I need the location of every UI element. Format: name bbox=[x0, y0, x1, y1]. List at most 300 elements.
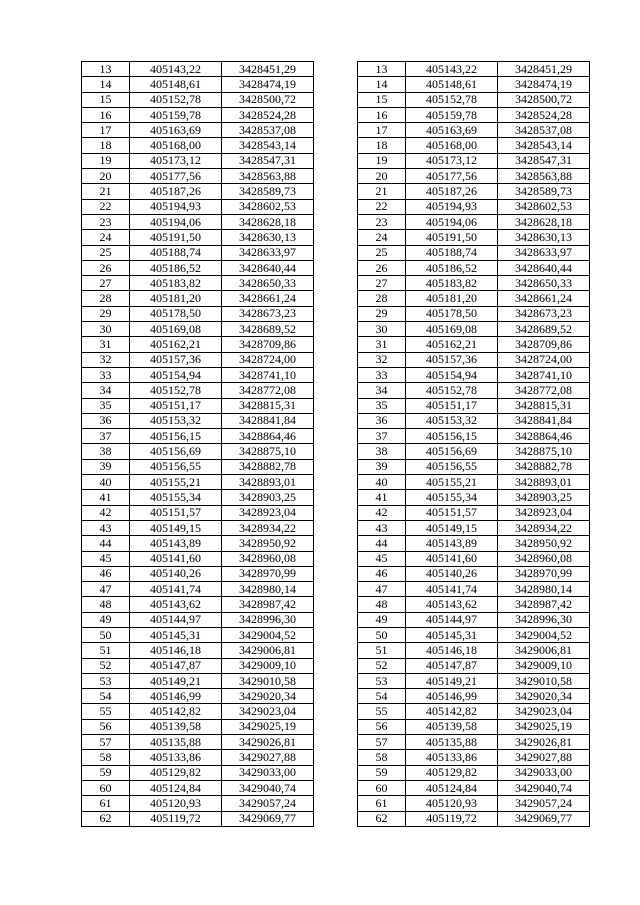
left-x-coordinate-cell: 405191,50 bbox=[130, 230, 222, 245]
left-point-number-cell: 41 bbox=[82, 490, 130, 505]
left-x-coordinate-cell: 405152,78 bbox=[130, 92, 222, 107]
column-spacer bbox=[314, 245, 358, 260]
right-y-coordinate-cell: 3428864,46 bbox=[498, 429, 590, 444]
right-point-number-cell: 18 bbox=[358, 138, 406, 153]
left-y-coordinate-cell: 3429040,74 bbox=[222, 780, 314, 795]
table-row bbox=[82, 811, 590, 826]
left-x-coordinate-cell: 405139,58 bbox=[130, 719, 222, 734]
left-x-coordinate-cell: 405194,06 bbox=[130, 214, 222, 229]
right-x-coordinate-cell: 405133,86 bbox=[406, 750, 498, 765]
left-point-number-cell: 58 bbox=[82, 750, 130, 765]
right-x-coordinate-cell: 405143,62 bbox=[406, 597, 498, 612]
right-x-coordinate-cell: 405155,21 bbox=[406, 475, 498, 490]
right-y-coordinate-cell: 3428893,01 bbox=[498, 475, 590, 490]
right-point-number-cell: 26 bbox=[358, 260, 406, 275]
left-point-number-cell: 40 bbox=[82, 475, 130, 490]
left-y-coordinate-cell: 3428741,10 bbox=[222, 367, 314, 382]
left-x-coordinate-cell: 405169,08 bbox=[130, 322, 222, 337]
right-x-coordinate-cell: 405143,89 bbox=[406, 536, 498, 551]
left-y-coordinate-cell: 3428633,97 bbox=[222, 245, 314, 260]
table-row bbox=[82, 153, 590, 168]
column-spacer bbox=[314, 199, 358, 214]
table-row bbox=[82, 566, 590, 581]
left-x-coordinate-cell: 405148,61 bbox=[130, 77, 222, 92]
right-x-coordinate-cell: 405152,78 bbox=[406, 92, 498, 107]
left-y-coordinate-cell: 3429057,24 bbox=[222, 796, 314, 811]
left-point-number-cell: 13 bbox=[82, 62, 130, 77]
column-spacer bbox=[314, 627, 358, 642]
right-point-number-cell: 58 bbox=[358, 750, 406, 765]
left-x-coordinate-cell: 405120,93 bbox=[130, 796, 222, 811]
left-x-coordinate-cell: 405141,74 bbox=[130, 582, 222, 597]
left-x-coordinate-cell: 405186,52 bbox=[130, 260, 222, 275]
table-row bbox=[82, 597, 590, 612]
right-x-coordinate-cell: 405144,97 bbox=[406, 612, 498, 627]
right-y-coordinate-cell: 3429004,52 bbox=[498, 627, 590, 642]
left-y-coordinate-cell: 3428543,14 bbox=[222, 138, 314, 153]
left-x-coordinate-cell: 405143,22 bbox=[130, 62, 222, 77]
right-x-coordinate-cell: 405156,55 bbox=[406, 459, 498, 474]
right-x-coordinate-cell: 405119,72 bbox=[406, 811, 498, 826]
left-x-coordinate-cell: 405135,88 bbox=[130, 735, 222, 750]
right-y-coordinate-cell: 3428950,92 bbox=[498, 536, 590, 551]
right-x-coordinate-cell: 405129,82 bbox=[406, 765, 498, 780]
column-spacer bbox=[314, 704, 358, 719]
table-row bbox=[82, 184, 590, 199]
table-row bbox=[82, 643, 590, 658]
right-point-number-cell: 53 bbox=[358, 673, 406, 688]
left-point-number-cell: 46 bbox=[82, 566, 130, 581]
left-x-coordinate-cell: 405141,60 bbox=[130, 551, 222, 566]
left-point-number-cell: 34 bbox=[82, 383, 130, 398]
right-point-number-cell: 25 bbox=[358, 245, 406, 260]
right-y-coordinate-cell: 3428661,24 bbox=[498, 291, 590, 306]
table-row bbox=[82, 429, 590, 444]
left-x-coordinate-cell: 405133,86 bbox=[130, 750, 222, 765]
right-point-number-cell: 34 bbox=[358, 383, 406, 398]
left-y-coordinate-cell: 3428875,10 bbox=[222, 444, 314, 459]
left-y-coordinate-cell: 3429025,19 bbox=[222, 719, 314, 734]
right-x-coordinate-cell: 405141,60 bbox=[406, 551, 498, 566]
left-x-coordinate-cell: 405146,18 bbox=[130, 643, 222, 658]
left-x-coordinate-cell: 405151,17 bbox=[130, 398, 222, 413]
left-x-coordinate-cell: 405194,93 bbox=[130, 199, 222, 214]
left-point-number-cell: 61 bbox=[82, 796, 130, 811]
table-row bbox=[82, 735, 590, 750]
right-x-coordinate-cell: 405187,26 bbox=[406, 184, 498, 199]
right-point-number-cell: 31 bbox=[358, 337, 406, 352]
left-point-number-cell: 25 bbox=[82, 245, 130, 260]
right-x-coordinate-cell: 405177,56 bbox=[406, 169, 498, 184]
right-x-coordinate-cell: 405140,26 bbox=[406, 566, 498, 581]
left-point-number-cell: 60 bbox=[82, 780, 130, 795]
left-y-coordinate-cell: 3428893,01 bbox=[222, 475, 314, 490]
right-point-number-cell: 44 bbox=[358, 536, 406, 551]
column-spacer bbox=[314, 444, 358, 459]
right-y-coordinate-cell: 3429026,81 bbox=[498, 735, 590, 750]
left-y-coordinate-cell: 3428661,24 bbox=[222, 291, 314, 306]
table-row bbox=[82, 765, 590, 780]
table-row bbox=[82, 260, 590, 275]
right-x-coordinate-cell: 405145,31 bbox=[406, 627, 498, 642]
right-x-coordinate-cell: 405159,78 bbox=[406, 107, 498, 122]
right-x-coordinate-cell: 405194,93 bbox=[406, 199, 498, 214]
left-y-coordinate-cell: 3428650,33 bbox=[222, 276, 314, 291]
left-point-number-cell: 51 bbox=[82, 643, 130, 658]
right-y-coordinate-cell: 3428628,18 bbox=[498, 214, 590, 229]
right-x-coordinate-cell: 405152,78 bbox=[406, 383, 498, 398]
right-point-number-cell: 40 bbox=[358, 475, 406, 490]
table-row bbox=[82, 475, 590, 490]
left-x-coordinate-cell: 405163,69 bbox=[130, 123, 222, 138]
right-x-coordinate-cell: 405169,08 bbox=[406, 322, 498, 337]
left-x-coordinate-cell: 405149,21 bbox=[130, 673, 222, 688]
right-y-coordinate-cell: 3428724,00 bbox=[498, 352, 590, 367]
right-y-coordinate-cell: 3429069,77 bbox=[498, 811, 590, 826]
table-row bbox=[82, 337, 590, 352]
left-y-coordinate-cell: 3428640,44 bbox=[222, 260, 314, 275]
column-spacer bbox=[314, 566, 358, 581]
table-row bbox=[82, 505, 590, 520]
right-x-coordinate-cell: 405168,00 bbox=[406, 138, 498, 153]
left-y-coordinate-cell: 3429020,34 bbox=[222, 689, 314, 704]
column-spacer bbox=[314, 138, 358, 153]
right-y-coordinate-cell: 3428689,52 bbox=[498, 322, 590, 337]
left-y-coordinate-cell: 3428815,31 bbox=[222, 398, 314, 413]
left-x-coordinate-cell: 405149,15 bbox=[130, 520, 222, 535]
left-x-coordinate-cell: 405156,15 bbox=[130, 429, 222, 444]
left-y-coordinate-cell: 3428724,00 bbox=[222, 352, 314, 367]
right-x-coordinate-cell: 405181,20 bbox=[406, 291, 498, 306]
left-point-number-cell: 56 bbox=[82, 719, 130, 734]
left-y-coordinate-cell: 3428500,72 bbox=[222, 92, 314, 107]
table-row bbox=[82, 245, 590, 260]
right-y-coordinate-cell: 3428875,10 bbox=[498, 444, 590, 459]
column-spacer bbox=[314, 352, 358, 367]
left-x-coordinate-cell: 405124,84 bbox=[130, 780, 222, 795]
left-y-coordinate-cell: 3429027,88 bbox=[222, 750, 314, 765]
table-row bbox=[82, 306, 590, 321]
left-y-coordinate-cell: 3428524,28 bbox=[222, 107, 314, 122]
left-x-coordinate-cell: 405181,20 bbox=[130, 291, 222, 306]
left-y-coordinate-cell: 3428709,86 bbox=[222, 337, 314, 352]
left-y-coordinate-cell: 3428864,46 bbox=[222, 429, 314, 444]
coordinates-table bbox=[81, 61, 590, 827]
left-point-number-cell: 23 bbox=[82, 214, 130, 229]
left-x-coordinate-cell: 405173,12 bbox=[130, 153, 222, 168]
right-y-coordinate-cell: 3428524,28 bbox=[498, 107, 590, 122]
right-y-coordinate-cell: 3429009,10 bbox=[498, 658, 590, 673]
column-spacer bbox=[314, 643, 358, 658]
right-x-coordinate-cell: 405141,74 bbox=[406, 582, 498, 597]
left-y-coordinate-cell: 3428996,30 bbox=[222, 612, 314, 627]
left-x-coordinate-cell: 405140,26 bbox=[130, 566, 222, 581]
right-x-coordinate-cell: 405149,15 bbox=[406, 520, 498, 535]
left-point-number-cell: 57 bbox=[82, 735, 130, 750]
left-y-coordinate-cell: 3428630,13 bbox=[222, 230, 314, 245]
right-y-coordinate-cell: 3428741,10 bbox=[498, 367, 590, 382]
right-x-coordinate-cell: 405124,84 bbox=[406, 780, 498, 795]
left-y-coordinate-cell: 3428934,22 bbox=[222, 520, 314, 535]
left-point-number-cell: 37 bbox=[82, 429, 130, 444]
table-row bbox=[82, 230, 590, 245]
right-y-coordinate-cell: 3428923,04 bbox=[498, 505, 590, 520]
left-y-coordinate-cell: 3428987,42 bbox=[222, 597, 314, 612]
table-row bbox=[82, 291, 590, 306]
table-row bbox=[82, 673, 590, 688]
right-point-number-cell: 22 bbox=[358, 199, 406, 214]
table-row bbox=[82, 62, 590, 77]
right-x-coordinate-cell: 405120,93 bbox=[406, 796, 498, 811]
left-x-coordinate-cell: 405145,31 bbox=[130, 627, 222, 642]
right-y-coordinate-cell: 3428650,33 bbox=[498, 276, 590, 291]
left-x-coordinate-cell: 405156,69 bbox=[130, 444, 222, 459]
table-row bbox=[82, 352, 590, 367]
table-row bbox=[82, 490, 590, 505]
left-point-number-cell: 19 bbox=[82, 153, 130, 168]
left-y-coordinate-cell: 3429010,58 bbox=[222, 673, 314, 688]
right-y-coordinate-cell: 3428543,14 bbox=[498, 138, 590, 153]
right-x-coordinate-cell: 405163,69 bbox=[406, 123, 498, 138]
table-row bbox=[82, 780, 590, 795]
right-x-coordinate-cell: 405146,99 bbox=[406, 689, 498, 704]
left-point-number-cell: 45 bbox=[82, 551, 130, 566]
left-y-coordinate-cell: 3428628,18 bbox=[222, 214, 314, 229]
left-point-number-cell: 17 bbox=[82, 123, 130, 138]
left-point-number-cell: 54 bbox=[82, 689, 130, 704]
table-row bbox=[82, 689, 590, 704]
right-x-coordinate-cell: 405186,52 bbox=[406, 260, 498, 275]
left-point-number-cell: 15 bbox=[82, 92, 130, 107]
table-row bbox=[82, 459, 590, 474]
table-row bbox=[82, 551, 590, 566]
table-row bbox=[82, 398, 590, 413]
right-point-number-cell: 57 bbox=[358, 735, 406, 750]
left-point-number-cell: 30 bbox=[82, 322, 130, 337]
right-y-coordinate-cell: 3428882,78 bbox=[498, 459, 590, 474]
right-point-number-cell: 50 bbox=[358, 627, 406, 642]
right-y-coordinate-cell: 3428841,84 bbox=[498, 413, 590, 428]
table-row bbox=[82, 383, 590, 398]
right-point-number-cell: 20 bbox=[358, 169, 406, 184]
left-point-number-cell: 48 bbox=[82, 597, 130, 612]
left-x-coordinate-cell: 405156,55 bbox=[130, 459, 222, 474]
left-point-number-cell: 44 bbox=[82, 536, 130, 551]
right-y-coordinate-cell: 3428589,73 bbox=[498, 184, 590, 199]
right-y-coordinate-cell: 3429057,24 bbox=[498, 796, 590, 811]
left-point-number-cell: 26 bbox=[82, 260, 130, 275]
left-y-coordinate-cell: 3428970,99 bbox=[222, 566, 314, 581]
right-y-coordinate-cell: 3428451,29 bbox=[498, 62, 590, 77]
table-row bbox=[82, 169, 590, 184]
column-spacer bbox=[314, 123, 358, 138]
right-y-coordinate-cell: 3428815,31 bbox=[498, 398, 590, 413]
table-row bbox=[82, 719, 590, 734]
left-y-coordinate-cell: 3428537,08 bbox=[222, 123, 314, 138]
left-y-coordinate-cell: 3429026,81 bbox=[222, 735, 314, 750]
left-point-number-cell: 20 bbox=[82, 169, 130, 184]
left-point-number-cell: 29 bbox=[82, 306, 130, 321]
right-x-coordinate-cell: 405149,21 bbox=[406, 673, 498, 688]
left-point-number-cell: 49 bbox=[82, 612, 130, 627]
right-point-number-cell: 47 bbox=[358, 582, 406, 597]
right-point-number-cell: 15 bbox=[358, 92, 406, 107]
table-row bbox=[82, 796, 590, 811]
left-point-number-cell: 16 bbox=[82, 107, 130, 122]
right-point-number-cell: 59 bbox=[358, 765, 406, 780]
table-row bbox=[82, 520, 590, 535]
right-y-coordinate-cell: 3428709,86 bbox=[498, 337, 590, 352]
table-row bbox=[82, 199, 590, 214]
column-spacer bbox=[314, 77, 358, 92]
left-point-number-cell: 38 bbox=[82, 444, 130, 459]
left-y-coordinate-cell: 3428980,14 bbox=[222, 582, 314, 597]
right-point-number-cell: 28 bbox=[358, 291, 406, 306]
left-x-coordinate-cell: 405178,50 bbox=[130, 306, 222, 321]
right-point-number-cell: 62 bbox=[358, 811, 406, 826]
table-row bbox=[82, 77, 590, 92]
column-spacer bbox=[314, 276, 358, 291]
right-point-number-cell: 39 bbox=[358, 459, 406, 474]
left-point-number-cell: 24 bbox=[82, 230, 130, 245]
left-x-coordinate-cell: 405154,94 bbox=[130, 367, 222, 382]
left-x-coordinate-cell: 405155,21 bbox=[130, 475, 222, 490]
right-y-coordinate-cell: 3428630,13 bbox=[498, 230, 590, 245]
right-point-number-cell: 21 bbox=[358, 184, 406, 199]
right-y-coordinate-cell: 3428934,22 bbox=[498, 520, 590, 535]
left-point-number-cell: 33 bbox=[82, 367, 130, 382]
column-spacer bbox=[314, 383, 358, 398]
table-row bbox=[82, 750, 590, 765]
left-y-coordinate-cell: 3428602,53 bbox=[222, 199, 314, 214]
right-y-coordinate-cell: 3428633,97 bbox=[498, 245, 590, 260]
table-row bbox=[82, 582, 590, 597]
column-spacer bbox=[314, 413, 358, 428]
column-spacer bbox=[314, 689, 358, 704]
right-x-coordinate-cell: 405157,36 bbox=[406, 352, 498, 367]
table-row bbox=[82, 627, 590, 642]
column-spacer bbox=[314, 658, 358, 673]
right-y-coordinate-cell: 3429027,88 bbox=[498, 750, 590, 765]
left-y-coordinate-cell: 3428882,78 bbox=[222, 459, 314, 474]
left-y-coordinate-cell: 3429004,52 bbox=[222, 627, 314, 642]
column-spacer bbox=[314, 490, 358, 505]
column-spacer bbox=[314, 796, 358, 811]
column-spacer bbox=[314, 214, 358, 229]
left-point-number-cell: 55 bbox=[82, 704, 130, 719]
left-x-coordinate-cell: 405159,78 bbox=[130, 107, 222, 122]
right-point-number-cell: 60 bbox=[358, 780, 406, 795]
left-x-coordinate-cell: 405177,56 bbox=[130, 169, 222, 184]
right-x-coordinate-cell: 405183,82 bbox=[406, 276, 498, 291]
left-point-number-cell: 28 bbox=[82, 291, 130, 306]
right-x-coordinate-cell: 405142,82 bbox=[406, 704, 498, 719]
left-point-number-cell: 43 bbox=[82, 520, 130, 535]
column-spacer bbox=[314, 367, 358, 382]
left-point-number-cell: 22 bbox=[82, 199, 130, 214]
right-point-number-cell: 42 bbox=[358, 505, 406, 520]
left-x-coordinate-cell: 405129,82 bbox=[130, 765, 222, 780]
left-x-coordinate-cell: 405144,97 bbox=[130, 612, 222, 627]
right-x-coordinate-cell: 405156,15 bbox=[406, 429, 498, 444]
right-y-coordinate-cell: 3428640,44 bbox=[498, 260, 590, 275]
table-row bbox=[82, 107, 590, 122]
right-point-number-cell: 13 bbox=[358, 62, 406, 77]
column-spacer bbox=[314, 765, 358, 780]
column-spacer bbox=[314, 719, 358, 734]
right-y-coordinate-cell: 3428970,99 bbox=[498, 566, 590, 581]
right-x-coordinate-cell: 405139,58 bbox=[406, 719, 498, 734]
right-x-coordinate-cell: 405151,17 bbox=[406, 398, 498, 413]
right-point-number-cell: 29 bbox=[358, 306, 406, 321]
right-y-coordinate-cell: 3429033,00 bbox=[498, 765, 590, 780]
column-spacer bbox=[314, 398, 358, 413]
column-spacer bbox=[314, 505, 358, 520]
column-spacer bbox=[314, 153, 358, 168]
left-x-coordinate-cell: 405157,36 bbox=[130, 352, 222, 367]
column-spacer bbox=[314, 811, 358, 826]
left-point-number-cell: 31 bbox=[82, 337, 130, 352]
left-y-coordinate-cell: 3428960,08 bbox=[222, 551, 314, 566]
left-x-coordinate-cell: 405183,82 bbox=[130, 276, 222, 291]
column-spacer bbox=[314, 459, 358, 474]
left-point-number-cell: 47 bbox=[82, 582, 130, 597]
right-point-number-cell: 32 bbox=[358, 352, 406, 367]
right-point-number-cell: 45 bbox=[358, 551, 406, 566]
left-point-number-cell: 50 bbox=[82, 627, 130, 642]
table-row bbox=[82, 444, 590, 459]
right-y-coordinate-cell: 3428547,31 bbox=[498, 153, 590, 168]
column-spacer bbox=[314, 673, 358, 688]
column-spacer bbox=[314, 107, 358, 122]
left-point-number-cell: 32 bbox=[82, 352, 130, 367]
column-spacer bbox=[314, 306, 358, 321]
left-y-coordinate-cell: 3428547,31 bbox=[222, 153, 314, 168]
right-y-coordinate-cell: 3428537,08 bbox=[498, 123, 590, 138]
left-x-coordinate-cell: 405146,99 bbox=[130, 689, 222, 704]
left-point-number-cell: 52 bbox=[82, 658, 130, 673]
right-y-coordinate-cell: 3429025,19 bbox=[498, 719, 590, 734]
table-row bbox=[82, 92, 590, 107]
right-y-coordinate-cell: 3429006,81 bbox=[498, 643, 590, 658]
right-point-number-cell: 38 bbox=[358, 444, 406, 459]
left-point-number-cell: 62 bbox=[82, 811, 130, 826]
left-y-coordinate-cell: 3429023,04 bbox=[222, 704, 314, 719]
left-y-coordinate-cell: 3428923,04 bbox=[222, 505, 314, 520]
table-row bbox=[82, 138, 590, 153]
table-row bbox=[82, 413, 590, 428]
right-x-coordinate-cell: 405153,32 bbox=[406, 413, 498, 428]
left-y-coordinate-cell: 3428451,29 bbox=[222, 62, 314, 77]
left-point-number-cell: 39 bbox=[82, 459, 130, 474]
right-point-number-cell: 48 bbox=[358, 597, 406, 612]
right-point-number-cell: 55 bbox=[358, 704, 406, 719]
left-y-coordinate-cell: 3428950,92 bbox=[222, 536, 314, 551]
right-y-coordinate-cell: 3428987,42 bbox=[498, 597, 590, 612]
left-x-coordinate-cell: 405152,78 bbox=[130, 383, 222, 398]
column-spacer bbox=[314, 750, 358, 765]
left-x-coordinate-cell: 405147,87 bbox=[130, 658, 222, 673]
column-spacer bbox=[314, 475, 358, 490]
right-point-number-cell: 61 bbox=[358, 796, 406, 811]
right-x-coordinate-cell: 405155,34 bbox=[406, 490, 498, 505]
column-spacer bbox=[314, 337, 358, 352]
table-row bbox=[82, 322, 590, 337]
right-x-coordinate-cell: 405147,87 bbox=[406, 658, 498, 673]
right-point-number-cell: 35 bbox=[358, 398, 406, 413]
right-point-number-cell: 17 bbox=[358, 123, 406, 138]
right-y-coordinate-cell: 3429023,04 bbox=[498, 704, 590, 719]
